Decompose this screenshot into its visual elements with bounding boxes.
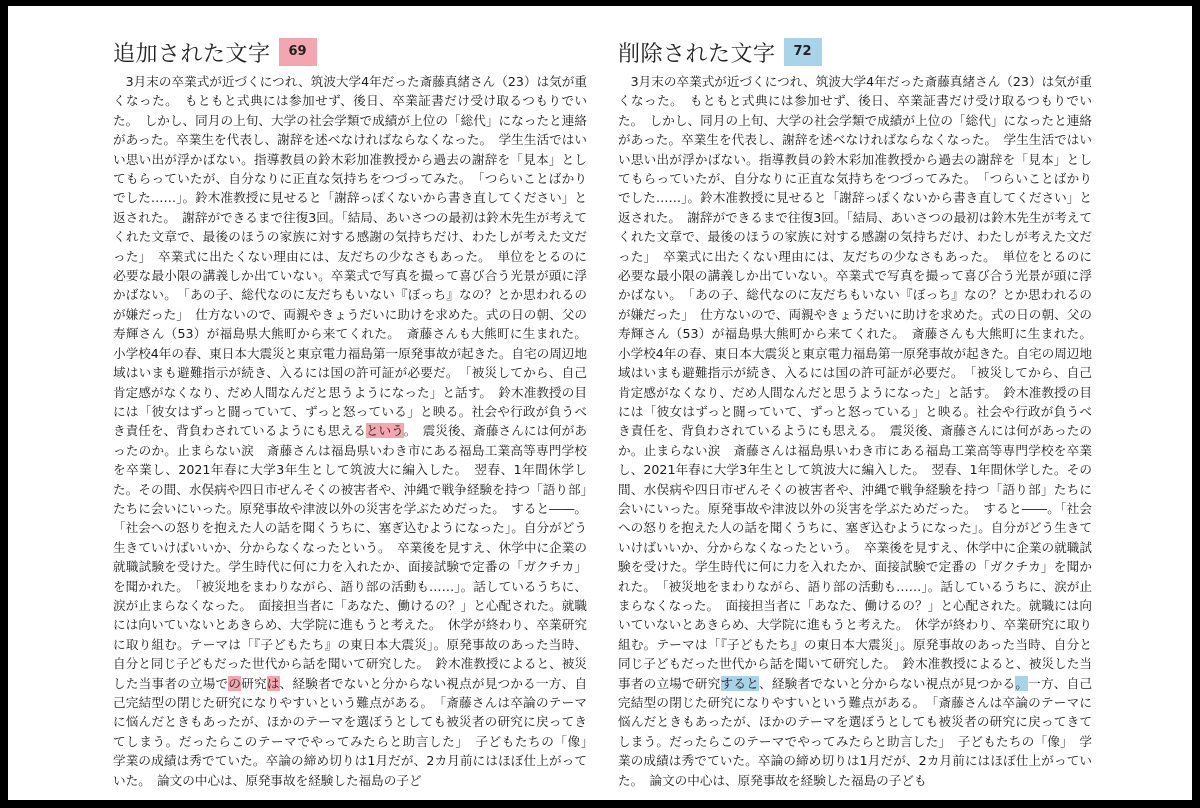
deleted-count-badge: 72 (784, 38, 822, 66)
added-highlight: の (228, 675, 242, 691)
added-panel (113, 36, 600, 790)
added-highlight: は (266, 675, 280, 691)
added-text (113, 72, 600, 790)
deleted-text (618, 72, 1092, 790)
text-segment: 3月末の卒業式が近づくにつれ、筑波大学4年だった斎藤真緒さん（23）は気が重くなった。 もともと式典には参加せず、後日、卒業証書だけ受け取るつもりでいた。 しかし、同月の上旬、大学の社会学類で成績が上位の「総代」になったと連絡があった。卒業生を代表し、謝辞を述べなければならなくなった。 学生生活ではいい思い出が浮かばない。指導教員の鈴木彩加准教授から過去の謝辞を「見本」としてもらっていたが、自分なりに正直な気持ちをつづってみた。 「つらいことばかりでした……」。鈴木准教授に見せると「謝辞っぽくないから書き直してください」と返された。 謝辞ができるまで往復3回。「結局、あいさつの最初は鈴木先生が考えてくれた文章で、最後のほうの家族に対する感謝の気持ちだけ、わたしが考えた文だった」 卒業式に出たくない理由には、友だちの少なさもあった。 単位をとるのに必要な最小限の講義しか出ていない。卒業式で写真を撮って喜び合う光景が頭に浮かばない。 「あの子、総代なのに友だちもいない『ぼっち』なの？とか思われるのが嫌だった」 仕方ないので、両親やきょうだいに助けを求めた。式の日の朝、父の寿輝さん（53）が福島県大熊町から来てくれた。 斎藤さんも大熊町に生まれた。小学校4年の春、東日本大震災と東京電力福島第一原発事故が起きた。自宅の周辺地域はいまも避難指示が続き、入るには国の許可証が必要だ。 「被災してから、自己肯定感がなくなり、だめ人間なんだと思うようになった」と話す。 鈴木准教授の目には「彼女はずっと闘っていて、ずっと怒っている」と映る。社会や行政が負うべき責任を、背負わされているようにも思える。 震災後、斎藤さんには何があったのか。止まらない涙 斎藤さんは福島県いわき市にある福島工業高等専門学校を卒業し、2021年春に大学3年生として筑波大に編入した。 翌春、1年間休学した。その間、水俣病や四日市ぜんそくの被害者や、沖縄で戦争経験を持つ「語り部」たちに会いにいった。原発事故や津波以外の災害を学ぶためだった。 すると――。「社会への怒りを抱えた人の話を聞くうちに、塞ぎ込むようになった」。自分がどう生きていけばいいか、分からなくなったという。 卒業後を見すえ、休学中に企業の就職試験を受けた。学生時代に何に力を入れたか、面接試験で定番の「ガクチカ」を聞かれた。 「被災地をまわりながら、語り部の活動も……」。話しているうちに、涙が止まらなくなった。 面接担当者に「あなた、働けるの？」と心配された。就職には向いていないとあきらめ、大学院に進もうと考えた。 休学が終わり、卒業研究に取り組む。テーマは「『子どもたち』の東日本大震災」。原発事故のあった当時、自分と同じ子どもだった世代から話を聞いて研究した。 鈴木准教授によると、被災した当事者の立場で研究 (618, 74, 1092, 691)
added-highlight: という (365, 423, 404, 439)
text-segment: 、経験者でないと分からない視点が見つかる一方、自己完結型の閉じた研究になりやすいという難点がある。 「斎藤さんは卒論のテーマに悩んだときもあったが、ほかのテーマを選ぼうとしても被災者の研究に戻ってきてしまう。だったらこのテーマでやってみたらと助言した」 子どもたちの「像」 学業の成績は秀でていた。卒論の締め切りは1月だが、2カ月前にはほぼ仕上がっていた。 論文の中心は、原発事故を経験した福島の子ど (113, 675, 600, 788)
text-segment: 研究 (241, 675, 267, 691)
text-segment: 一方、自己完結型の閉じた研究になりやすいという難点がある。 「斎藤さんは卒論のテーマに悩んだときもあったが、ほかのテーマを選ぼうとしても被災者の研究に戻ってきてしまう。だったらこのテーマでやってみたらと助言した」 子どもたちの「像」 学業の成績は秀でていた。卒論の締め切りは1月だが、2カ月前にはほぼ仕上がっていた。 論文の中心は、原発事故を経験した福島の子ども (618, 675, 1093, 788)
deleted-highlight: 。 (1015, 675, 1029, 691)
deleted-header (618, 36, 1092, 68)
diff-page (8, 6, 1192, 800)
deleted-panel (618, 36, 1092, 790)
text-segment: 、経験者でないと分からない視点が見つかる (759, 675, 1016, 691)
text-segment: 3月末の卒業式が近づくにつれ、筑波大学4年だった斎藤真緒さん（23）は気が重くなった。 もともと式典には参加せず、後日、卒業証書だけ受け取るつもりでいた。 しかし、同月の上旬、大学の社会学類で成績が上位の「総代」になったと連絡があった。卒業生を代表し、謝辞を述べなければならなくなった。 学生生活ではいい思い出が浮かばない。指導教員の鈴木彩加准教授から過去の謝辞を「見本」としてもらっていたが、自分なりに正直な気持ちをつづってみた。 「つらいことばかりでした……」。鈴木准教授に見せると「謝辞っぽくないから書き直してください」と返された。 謝辞ができるまで往復3回。「結局、あいさつの最初は鈴木先生が考えてくれた文章で、最後のほうの家族に対する感謝の気持ちだけ、わたしが考えた文だった」 卒業式に出たくない理由には、友だちの少なさもあった。 単位をとるのに必要な最小限の講義しか出ていない。卒業式で写真を撮って喜び合う光景が頭に浮かばない。 「あの子、総代なのに友だちもいない『ぼっち』なの？とか思われるのが嫌だった」 仕方ないので、両親やきょうだいに助けを求めた。式の日の朝、父の寿輝さん（53）が福島県大熊町から来てくれた。 斎藤さんも大熊町に生まれた。小学校4年の春、東日本大震災と東京電力福島第一原発事故が起きた。自宅の周辺地域はいまも避難指示が続き、入るには国の許可証が必要だ。 「被災してから、自己肯定感がなくなり、だめ人間なんだと思うようになった」と話す。 鈴木准教授の目には「彼女はずっと闘っていて、ずっと怒っている」と映る。社会や行政が負うべき責任を、背負わされているようにも思える (113, 74, 587, 439)
added-title: 追加された文字 (113, 41, 271, 67)
deleted-highlight: すると (720, 675, 759, 691)
deleted-title: 削除された文字 (618, 41, 776, 67)
text-segment: 。 震災後、斎藤さんには何があったのか。止まらない涙 斎藤さんは福島県いわき市にある福島工業高等専門学校を卒業し、2021年春に大学3年生として筑波大に編入した。 翌春、1年間休学した。その間、水俣病や四日市ぜんそくの被害者や、沖縄で戦争経験を持つ「語り部」たちに会いにいった。原発事故や津波以外の災害を学ぶためだった。 すると――。「社会への怒りを抱えた人の話を聞くうちに、塞ぎ込むようになった」。自分がどう生きていけばいいか、分からなくなったという。 卒業後を見すえ、休学中に企業の就職試験を受けた。学生時代に何に力を入れたか、面接試験で定番の「ガクチカ」を聞かれた。 「被災地をまわりながら、語り部の活動も……」。話しているうちに、涙が止まらなくなった。 面接担当者に「あなた、働けるの？」と心配された。就職には向いていないとあきらめ、大学院に進もうと考えた。 休学が終わり、卒業研究に取り組む。テーマは「『子どもたち』の東日本大震災」。原発事故のあった当時、自分と同じ子どもだった世代から話を聞いて研究した。 鈴木准教授によると、被災した当事者の立場で (113, 423, 587, 691)
added-count-badge: 69 (279, 38, 317, 66)
added-header (113, 36, 587, 68)
